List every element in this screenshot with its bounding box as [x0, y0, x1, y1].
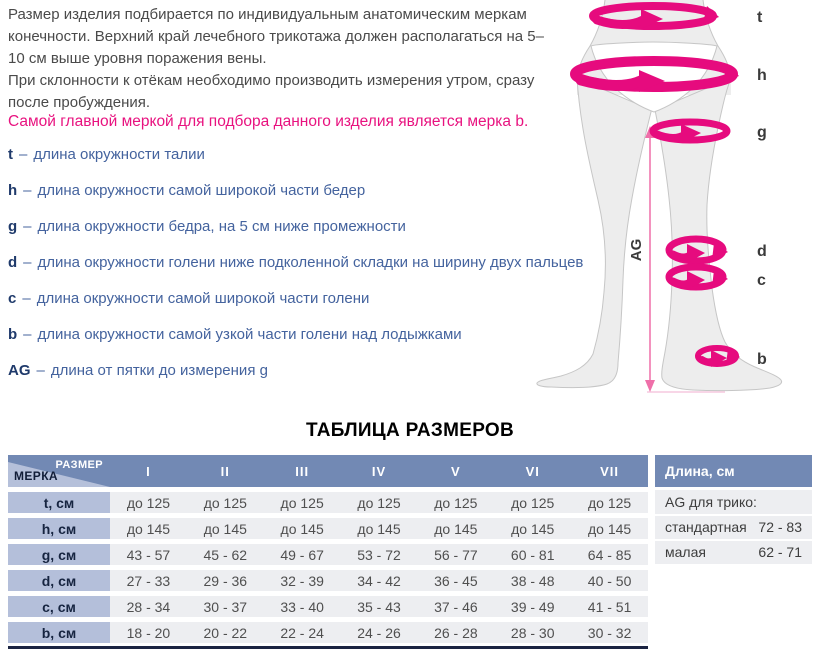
definition-b: b – длина окружности самой узкой части голени над лодыжками — [8, 326, 462, 343]
definition-text: длина окружности бедра, на 5 см ниже промежности — [37, 218, 406, 235]
definition-key: h — [8, 182, 18, 199]
column-header: V — [451, 463, 461, 479]
table-cell: 38 - 48 — [494, 570, 571, 591]
length-name: малая — [665, 544, 706, 560]
column-header: VII — [600, 463, 620, 479]
table-cell: 56 - 77 — [417, 544, 494, 565]
length-row-standard — [655, 516, 812, 539]
intro-paragraph-2: При склонности к отёкам необходимо производить измерения утром, сразу после пробуждения. — [8, 72, 535, 111]
column-header: I — [146, 463, 151, 479]
table-bottom-border — [8, 646, 648, 649]
table-cell: 39 - 49 — [494, 596, 571, 617]
table-cell: до 125 — [494, 492, 571, 513]
table-cell: 45 - 62 — [187, 544, 264, 565]
length-panel — [655, 455, 812, 566]
measure-label-b: b — [757, 351, 767, 368]
definition-d: d – длина окружности голени ниже подколенной складки на ширину двух пальцев — [8, 254, 584, 271]
length-panel-header: Длина, см — [655, 455, 812, 487]
table-cell: 40 - 50 — [571, 570, 648, 591]
measure-label-t: t — [757, 9, 763, 26]
size-table-header-row — [8, 455, 648, 487]
size-table-corner-cell — [8, 455, 110, 487]
definition-c: c – длина окружности самой широкой части голени — [8, 290, 370, 307]
table-cell: 53 - 72 — [341, 544, 418, 565]
length-panel-subtitle: AG для трико: — [655, 490, 812, 514]
table-cell: 30 - 37 — [187, 596, 264, 617]
main-measure-highlight: Самой главной меркой для подбора данного изделия является мерка b. — [8, 113, 529, 130]
table-cell: 36 - 45 — [417, 570, 494, 591]
table-cell: 37 - 46 — [417, 596, 494, 617]
row-label: c, см — [8, 596, 110, 617]
table-cell: 41 - 51 — [571, 596, 648, 617]
definition-key: g — [8, 218, 18, 235]
table-row — [8, 544, 648, 565]
table-cell: до 145 — [494, 518, 571, 539]
table-row — [8, 518, 648, 539]
table-cell: 24 - 26 — [341, 622, 418, 643]
measure-label-d: d — [757, 243, 767, 260]
definition-key: c — [8, 290, 17, 307]
table-cell: 49 - 67 — [264, 544, 341, 565]
table-cell: 27 - 33 — [110, 570, 187, 591]
definition-g: g – длина окружности бедра, на 5 см ниже промежности — [8, 218, 406, 235]
table-cell: 30 - 32 — [571, 622, 648, 643]
definition-text: длина окружности талии — [33, 146, 205, 163]
table-cell: до 145 — [187, 518, 264, 539]
definition-key: d — [8, 254, 18, 271]
definition-key: AG — [8, 362, 31, 379]
table-cell: до 145 — [417, 518, 494, 539]
table-cell: 33 - 40 — [264, 596, 341, 617]
table-cell: до 125 — [417, 492, 494, 513]
left-leg-shape — [537, 78, 651, 388]
table-cell: 64 - 85 — [571, 544, 648, 565]
table-cell: до 145 — [264, 518, 341, 539]
size-table — [8, 455, 648, 649]
table-cell: 35 - 43 — [341, 596, 418, 617]
table-cell: до 125 — [110, 492, 187, 513]
ag-line-label: AG — [628, 238, 645, 262]
column-header: IV — [371, 463, 387, 479]
row-label: b, см — [8, 622, 110, 643]
corner-label-size: РАЗМЕР — [55, 459, 103, 471]
table-cell: 28 - 34 — [110, 596, 187, 617]
table-cell: 28 - 30 — [494, 622, 571, 643]
row-label: g, см — [8, 544, 110, 565]
definition-text: длина окружности голени ниже подколенной складки на ширину двух пальцев — [37, 254, 584, 271]
measure-label-g: g — [757, 124, 767, 141]
table-row — [8, 570, 648, 591]
table-row — [8, 596, 648, 617]
definition-text: длина окружности самой широкой части голени — [36, 290, 370, 307]
table-cell: 29 - 36 — [187, 570, 264, 591]
table-cell: 43 - 57 — [110, 544, 187, 565]
table-cell: 60 - 81 — [494, 544, 571, 565]
length-value: 72 - 83 — [758, 519, 802, 535]
table-cell: до 145 — [341, 518, 418, 539]
table-row — [8, 622, 648, 643]
measure-label-c: c — [757, 272, 766, 289]
corner-label-measure: МЕРКА — [14, 469, 58, 483]
length-value: 62 - 71 — [758, 544, 802, 560]
length-row-small — [655, 541, 812, 564]
intro-paragraph-1: Размер изделия подбирается по индивидуальным анатомическим меркам конечности. Верхний край лечебного трикотажа должен располагаться на 5–10 см выше уровня поражения вены. — [8, 6, 544, 67]
definition-ag: AG – длина от пятки до измерения g — [8, 362, 268, 379]
table-cell: до 125 — [187, 492, 264, 513]
size-table-title: ТАБЛИЦА РАЗМЕРОВ — [305, 420, 515, 441]
table-cell: 22 - 24 — [264, 622, 341, 643]
column-header: VI — [525, 463, 540, 479]
leg-measurement-diagram — [535, 0, 820, 415]
definition-h: h – длина окружности самой широкой части бедер — [8, 182, 366, 199]
column-header: II — [220, 463, 230, 479]
table-cell: 18 - 20 — [110, 622, 187, 643]
length-name: стандартная — [665, 519, 747, 535]
row-label: d, см — [8, 570, 110, 591]
leg-diagram-svg — [535, 0, 820, 415]
table-cell: до 125 — [341, 492, 418, 513]
table-cell: 32 - 39 — [264, 570, 341, 591]
definition-text: длина окружности самой узкой части голени над лодыжками — [37, 326, 462, 343]
measure-label-h: h — [757, 67, 767, 84]
table-cell: 34 - 42 — [341, 570, 418, 591]
table-cell: до 125 — [571, 492, 648, 513]
row-label: t, см — [8, 492, 110, 513]
table-cell: до 145 — [571, 518, 648, 539]
table-cell: 20 - 22 — [187, 622, 264, 643]
definition-t: t – длина окружности талии — [8, 146, 205, 163]
row-label: h, см — [8, 518, 110, 539]
definition-text: длина от пятки до измерения g — [50, 362, 268, 379]
table-cell: до 125 — [264, 492, 341, 513]
length-panel-body — [655, 490, 812, 564]
definition-text: длина окружности самой широкой части бедер — [37, 182, 366, 199]
definition-key: b — [8, 326, 18, 343]
definition-key: t — [8, 146, 13, 163]
table-cell: до 145 — [110, 518, 187, 539]
table-row — [8, 492, 648, 513]
table-cell: 26 - 28 — [417, 622, 494, 643]
column-header: III — [295, 463, 310, 479]
